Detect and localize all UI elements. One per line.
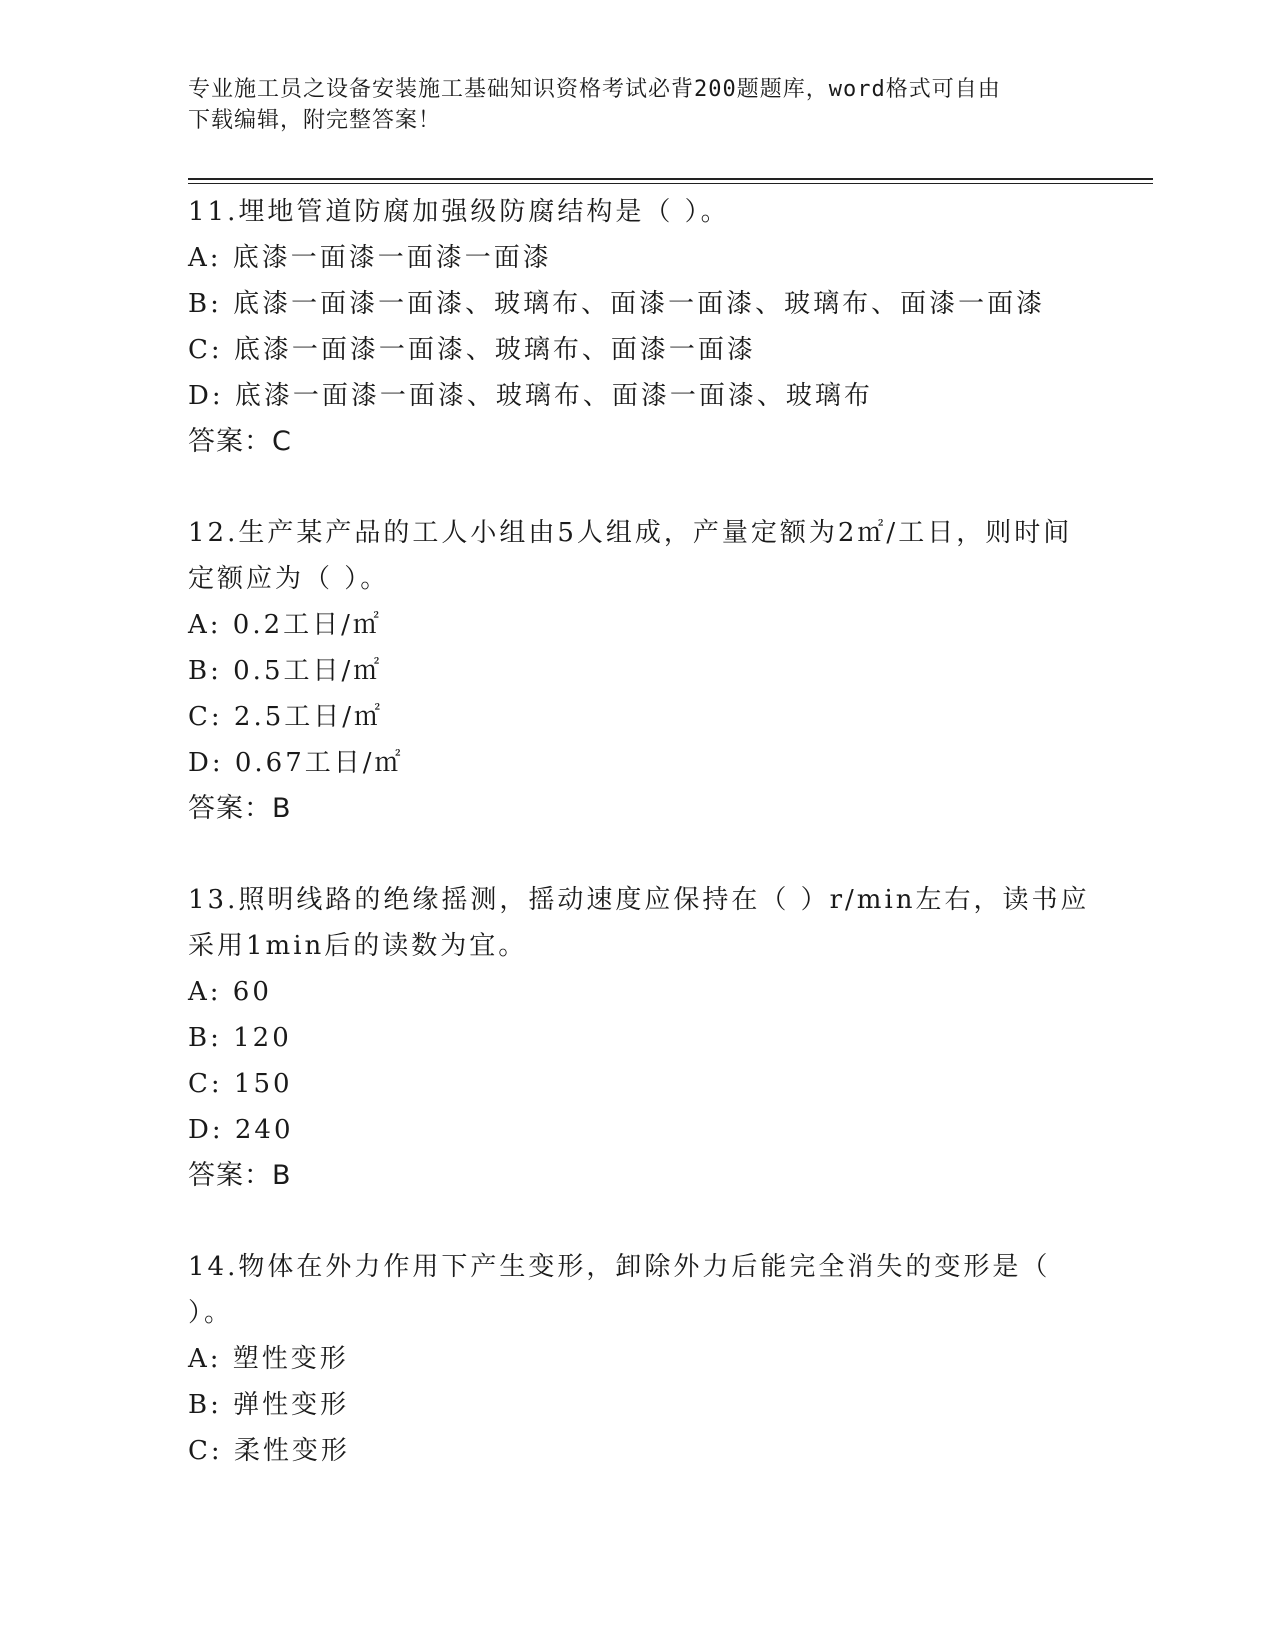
question-stem-line-2: 定额应为（ ）。 <box>188 564 390 594</box>
header-divider-thick <box>188 178 1153 180</box>
answer-line: 答案：B <box>188 793 292 824</box>
question-stem: 11.埋地管道防腐加强级防腐结构是（ ）。 <box>188 197 730 227</box>
question-13 <box>188 877 1088 1199</box>
document-header <box>188 74 1078 136</box>
question-14 <box>188 1244 1088 1474</box>
option-a: A: 60 <box>188 977 272 1007</box>
option-c: C: 底漆一面漆一面漆、玻璃布、面漆一面漆 <box>188 335 756 365</box>
option-d: D: 底漆一面漆一面漆、玻璃布、面漆一面漆、玻璃布 <box>188 381 873 411</box>
question-stem-line-1: 12.生产某产品的工人小组由5人组成，产量定额为2㎡/工日，则时间 <box>188 518 1073 548</box>
question-stem-line-2: 采用1min后的读数为宜。 <box>188 931 528 961</box>
header-line-1: 专业施工员之设备安装施工基础知识资格考试必背200题题库，word格式可自由 <box>188 77 1001 102</box>
header-line-2: 下载编辑，附完整答案！ <box>188 108 442 133</box>
option-a: A: 0.2工日/㎡ <box>188 610 382 640</box>
option-b: B: 底漆一面漆一面漆、玻璃布、面漆一面漆、玻璃布、面漆一面漆 <box>188 289 1046 319</box>
option-b: B: 120 <box>188 1023 292 1053</box>
question-12 <box>188 510 1088 832</box>
header-divider-thin <box>188 183 1153 184</box>
option-b: B: 0.5工日/㎡ <box>188 656 383 686</box>
question-stem-line-1: 13.照明线路的绝缘摇测，摇动速度应保持在（ ）r/min左右，读书应 <box>188 885 1090 915</box>
option-b: B: 弹性变形 <box>188 1390 350 1420</box>
option-d: D: 0.67工日/㎡ <box>188 748 404 778</box>
option-c: C: 150 <box>188 1069 293 1099</box>
answer-line: 答案：B <box>188 1160 292 1191</box>
option-c: C: 2.5工日/㎡ <box>188 702 384 732</box>
answer-line: 答案：C <box>188 426 292 457</box>
option-a: A: 塑性变形 <box>188 1344 349 1374</box>
question-stem-line-1: 14.物体在外力作用下产生变形，卸除外力后能完全消失的变形是（ <box>188 1252 1051 1282</box>
question-11 <box>188 189 1088 465</box>
question-list <box>188 189 1088 1519</box>
option-d: D: 240 <box>188 1115 294 1145</box>
option-c: C: 柔性变形 <box>188 1436 350 1466</box>
question-stem-line-2: ）。 <box>188 1298 234 1328</box>
option-a: A: 底漆一面漆一面漆一面漆 <box>188 243 552 273</box>
